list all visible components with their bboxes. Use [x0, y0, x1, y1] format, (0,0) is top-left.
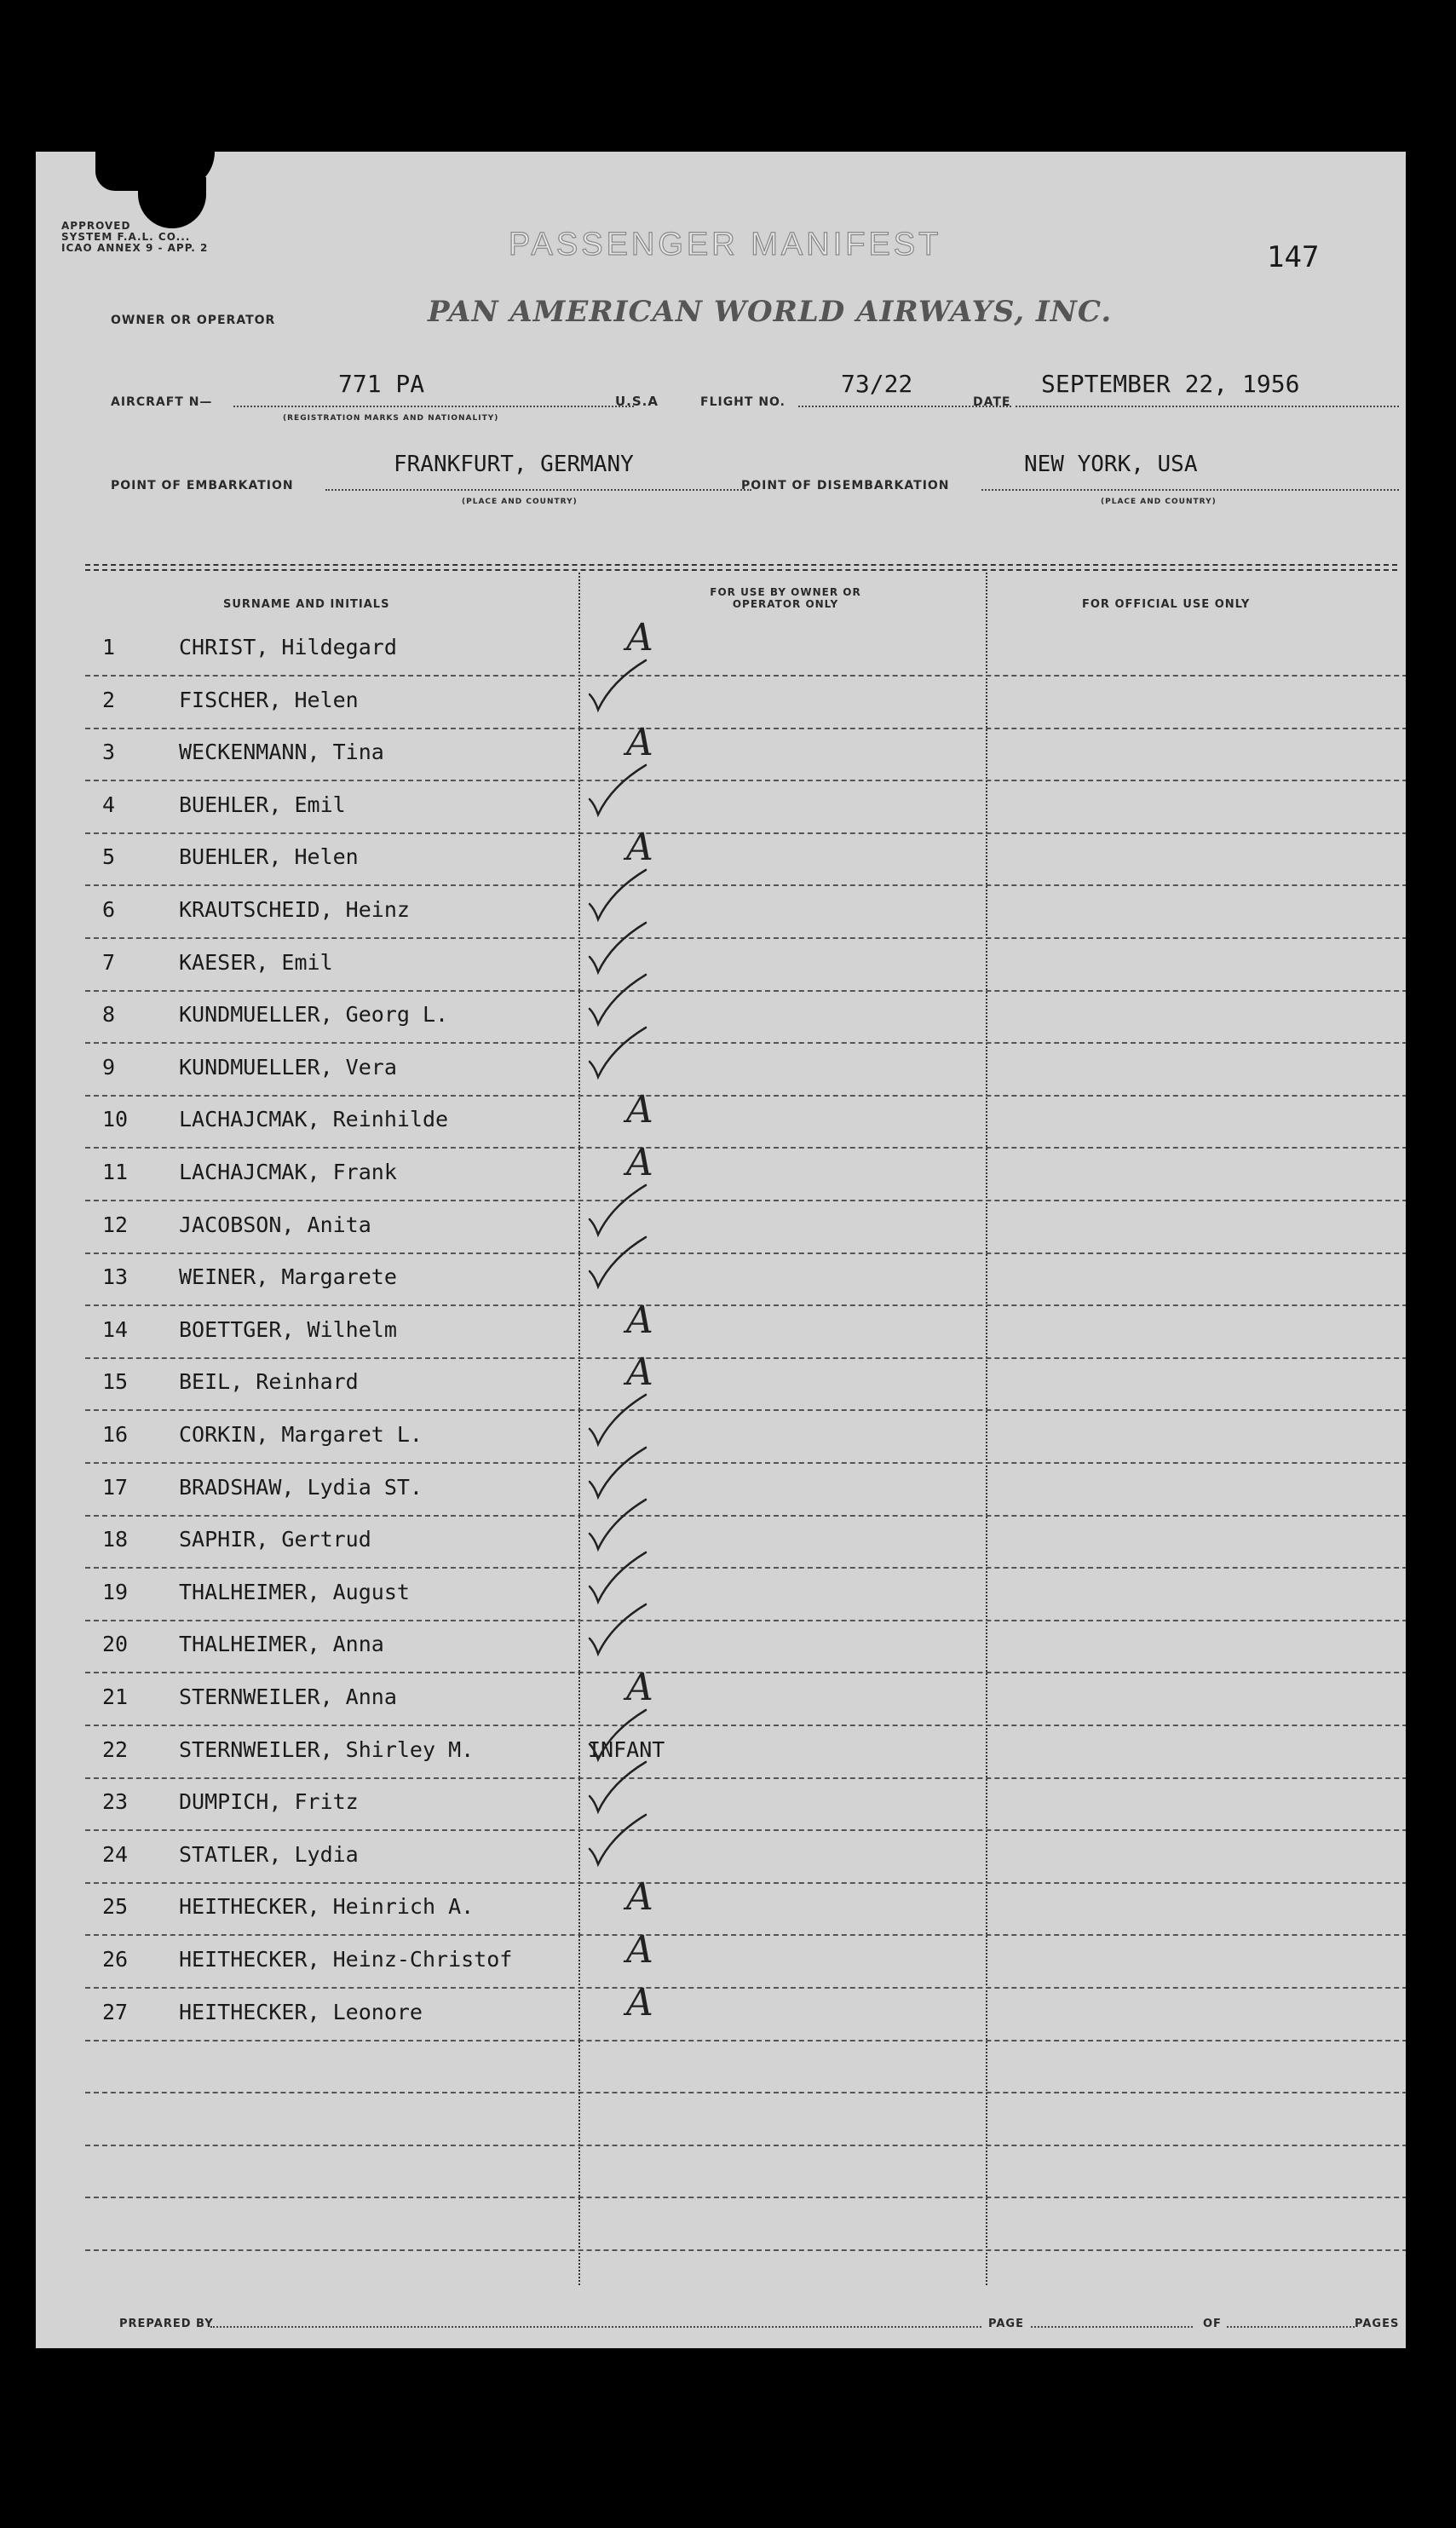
passenger-number: 24	[102, 1841, 129, 1867]
check-mark-icon	[586, 657, 654, 717]
handwritten-a-mark: A	[626, 1928, 653, 1972]
passenger-number: 16	[102, 1422, 129, 1447]
of-label: OF	[1203, 2318, 1222, 2330]
passenger-name: KRAUTSCHEID, Heinz	[179, 897, 410, 922]
passenger-name: THALHEIMER, Anna	[179, 1632, 384, 1657]
handwritten-a-mark: A	[626, 1350, 653, 1395]
passenger-name: BUEHLER, Helen	[179, 844, 359, 870]
passenger-number: 10	[102, 1107, 129, 1132]
passenger-number: 9	[102, 1054, 116, 1080]
table-row	[85, 1620, 1406, 1673]
passenger-name: SAPHIR, Gertrud	[179, 1527, 371, 1552]
table-row	[85, 1777, 1406, 1831]
handwritten-a-mark: A	[626, 1980, 653, 2024]
passenger-number: 17	[102, 1474, 129, 1500]
passenger-number: 23	[102, 1789, 129, 1815]
table-row	[85, 676, 1406, 729]
approved-line-3: ICAO ANNEX 9 - APP. 2	[61, 242, 209, 254]
registration-note: (REGISTRATION MARKS AND NATIONALITY)	[283, 414, 499, 423]
passenger-number: 25	[102, 1894, 129, 1920]
passenger-note: INFANT	[588, 1736, 665, 1762]
check-mark-icon	[586, 1444, 654, 1504]
passenger-name: DUMPICH, Fritz	[179, 1789, 359, 1815]
passenger-name: KUNDMUELLER, Vera	[179, 1054, 397, 1080]
of-line	[1227, 2326, 1355, 2328]
page-label: PAGE	[988, 2318, 1024, 2330]
pages-label: PAGES	[1355, 2318, 1400, 2330]
table-row	[85, 2197, 1406, 2251]
page-number: 147	[1267, 240, 1320, 274]
check-mark-icon	[586, 1182, 654, 1241]
table-row	[85, 1980, 1406, 2041]
owner-use-header: FOR USE BY OWNER OR OPERATOR ONLY	[710, 586, 861, 610]
embark-note: (PLACE AND COUNTRY)	[462, 498, 578, 506]
disembark-label: POINT OF DISEMBARKATION	[741, 479, 950, 492]
passenger-number: 12	[102, 1212, 129, 1237]
approved-line-1: APPROVED	[61, 220, 131, 232]
table-row	[85, 1928, 1406, 1989]
owner-value: PAN AMERICAN WORLD AIRWAYS, INC.	[428, 295, 1113, 329]
date-label: DATE	[973, 395, 1011, 409]
passenger-number: 5	[102, 844, 116, 870]
disembark-line	[981, 489, 1399, 491]
table-row	[85, 1252, 1406, 1306]
aircraft-label: AIRCRAFT N—	[111, 395, 213, 409]
table-row	[85, 1830, 1406, 1884]
passenger-number: 11	[102, 1160, 129, 1184]
official-use-header: FOR OFFICIAL USE ONLY	[1082, 598, 1251, 611]
check-mark-icon	[586, 971, 654, 1031]
handwritten-a-mark: A	[626, 1141, 653, 1184]
usa-label: U.S.A	[615, 394, 659, 409]
surname-header: SURNAME AND INITIALS	[223, 598, 390, 611]
passenger-name: KAESER, Emil	[179, 949, 333, 975]
table-row	[85, 2093, 1406, 2146]
table-top-rule	[85, 564, 1397, 566]
passenger-name: BRADSHAW, Lydia ST.	[179, 1474, 423, 1500]
table-row	[85, 1666, 1406, 1726]
passenger-number: 18	[102, 1527, 129, 1552]
check-mark-icon	[586, 1549, 654, 1609]
passenger-name: CORKIN, Margaret L.	[179, 1422, 423, 1447]
passenger-name: HEITHECKER, Leonore	[179, 1999, 423, 2024]
flight-value: 73/22	[841, 370, 913, 398]
owner-label: OWNER OR OPERATOR	[111, 314, 276, 327]
passenger-name: LACHAJCMAK, Reinhilde	[179, 1107, 449, 1132]
prepared-by-label: PREPARED BY	[119, 2318, 214, 2330]
table-row	[85, 990, 1406, 1044]
passenger-number: 8	[102, 1002, 116, 1028]
check-mark-icon	[586, 1707, 654, 1766]
handwritten-a-mark: A	[626, 1666, 653, 1709]
form-title: PASSENGER MANIFEST	[509, 227, 942, 262]
table-row	[85, 2145, 1406, 2198]
check-mark-icon	[586, 1601, 654, 1661]
handwritten-a-mark: A	[626, 1088, 653, 1132]
table-row	[85, 2040, 1406, 2093]
check-mark-icon	[586, 1759, 654, 1818]
table-row	[85, 1201, 1406, 1254]
table-top-rule-2	[85, 569, 1397, 571]
handwritten-a-mark: A	[626, 616, 653, 659]
passenger-name: BOETTGER, Wilhelm	[179, 1316, 397, 1342]
check-mark-icon	[586, 919, 654, 979]
passenger-list	[85, 616, 1397, 2293]
passenger-number: 21	[102, 1684, 129, 1709]
passenger-number: 27	[102, 1999, 129, 2024]
passenger-number: 4	[102, 792, 116, 817]
table-row	[85, 1463, 1406, 1517]
table-row	[85, 1515, 1406, 1569]
date-value: SEPTEMBER 22, 1956	[1041, 370, 1300, 398]
prepared-by-line	[210, 2326, 981, 2328]
handwritten-a-mark: A	[626, 1875, 653, 1920]
passenger-number: 7	[102, 949, 116, 975]
passenger-name: LACHAJCMAK, Frank	[179, 1160, 397, 1184]
passenger-name: BUEHLER, Emil	[179, 792, 346, 817]
table-row	[85, 1568, 1406, 1621]
table-row	[85, 1410, 1406, 1464]
passenger-name: CHRIST, Hildegard	[179, 635, 397, 659]
flight-label: FLIGHT NO.	[700, 395, 786, 409]
handwritten-a-mark: A	[626, 721, 653, 765]
disembark-note: (PLACE AND COUNTRY)	[1101, 498, 1217, 506]
passenger-name: THALHEIMER, August	[179, 1579, 410, 1604]
passenger-name: KUNDMUELLER, Georg L.	[179, 1002, 449, 1028]
passenger-name: HEITHECKER, Heinrich A.	[179, 1894, 475, 1920]
check-mark-icon	[586, 867, 654, 926]
passenger-name: WEINER, Margarete	[179, 1264, 397, 1290]
passenger-name: JACOBSON, Anita	[179, 1212, 371, 1237]
table-row	[85, 938, 1406, 992]
passenger-number: 20	[102, 1632, 129, 1657]
table-row	[85, 1141, 1406, 1201]
aircraft-value: 771 PA	[338, 370, 425, 398]
passenger-number: 14	[102, 1316, 129, 1342]
passenger-name: BEIL, Reinhard	[179, 1369, 359, 1395]
table-row	[85, 826, 1406, 886]
passenger-name: STERNWEILER, Anna	[179, 1684, 397, 1709]
check-mark-icon	[586, 1496, 654, 1556]
table-row	[85, 616, 1406, 677]
table-row	[85, 1725, 1406, 1779]
passenger-number: 6	[102, 897, 116, 922]
passenger-name: HEITHECKER, Heinz-Christof	[179, 1947, 513, 1972]
passenger-number: 22	[102, 1736, 129, 1762]
table-row	[85, 1043, 1406, 1097]
approved-line-2: SYSTEM F.A.L. CO...	[61, 231, 191, 243]
table-row	[85, 885, 1406, 939]
embark-line	[325, 489, 751, 491]
table-row	[85, 780, 1406, 834]
table-row	[85, 1298, 1406, 1359]
page-line	[1031, 2326, 1193, 2328]
handwritten-a-mark: A	[626, 826, 653, 870]
passenger-name: FISCHER, Helen	[179, 687, 359, 712]
torn-corner-piece	[138, 177, 206, 228]
table-row	[85, 721, 1406, 781]
check-mark-icon	[586, 1811, 654, 1871]
check-mark-icon	[586, 1234, 654, 1293]
check-mark-icon	[586, 1024, 654, 1084]
passenger-number: 15	[102, 1369, 129, 1395]
embark-label: POINT OF EMBARKATION	[111, 479, 294, 492]
table-row	[85, 1088, 1406, 1149]
passenger-number: 2	[102, 687, 116, 712]
passenger-number: 13	[102, 1264, 129, 1290]
embark-value: FRANKFURT, GERMANY	[394, 452, 634, 477]
aircraft-line	[233, 406, 634, 407]
passenger-number: 3	[102, 740, 116, 765]
check-mark-icon	[586, 1391, 654, 1451]
date-line	[1016, 406, 1399, 407]
table-row	[85, 1875, 1406, 1936]
table-row	[85, 1350, 1406, 1411]
passenger-name: WECKENMANN, Tina	[179, 740, 384, 765]
check-mark-icon	[586, 762, 654, 821]
manifest-sheet	[36, 152, 1406, 2348]
disembark-value: NEW YORK, USA	[1024, 452, 1198, 477]
passenger-name: STATLER, Lydia	[179, 1841, 359, 1867]
passenger-name: STERNWEILER, Shirley M.	[179, 1736, 475, 1762]
passenger-number: 19	[102, 1579, 129, 1604]
passenger-number: 1	[102, 635, 116, 659]
passenger-number: 26	[102, 1947, 129, 1972]
handwritten-a-mark: A	[626, 1298, 653, 1342]
